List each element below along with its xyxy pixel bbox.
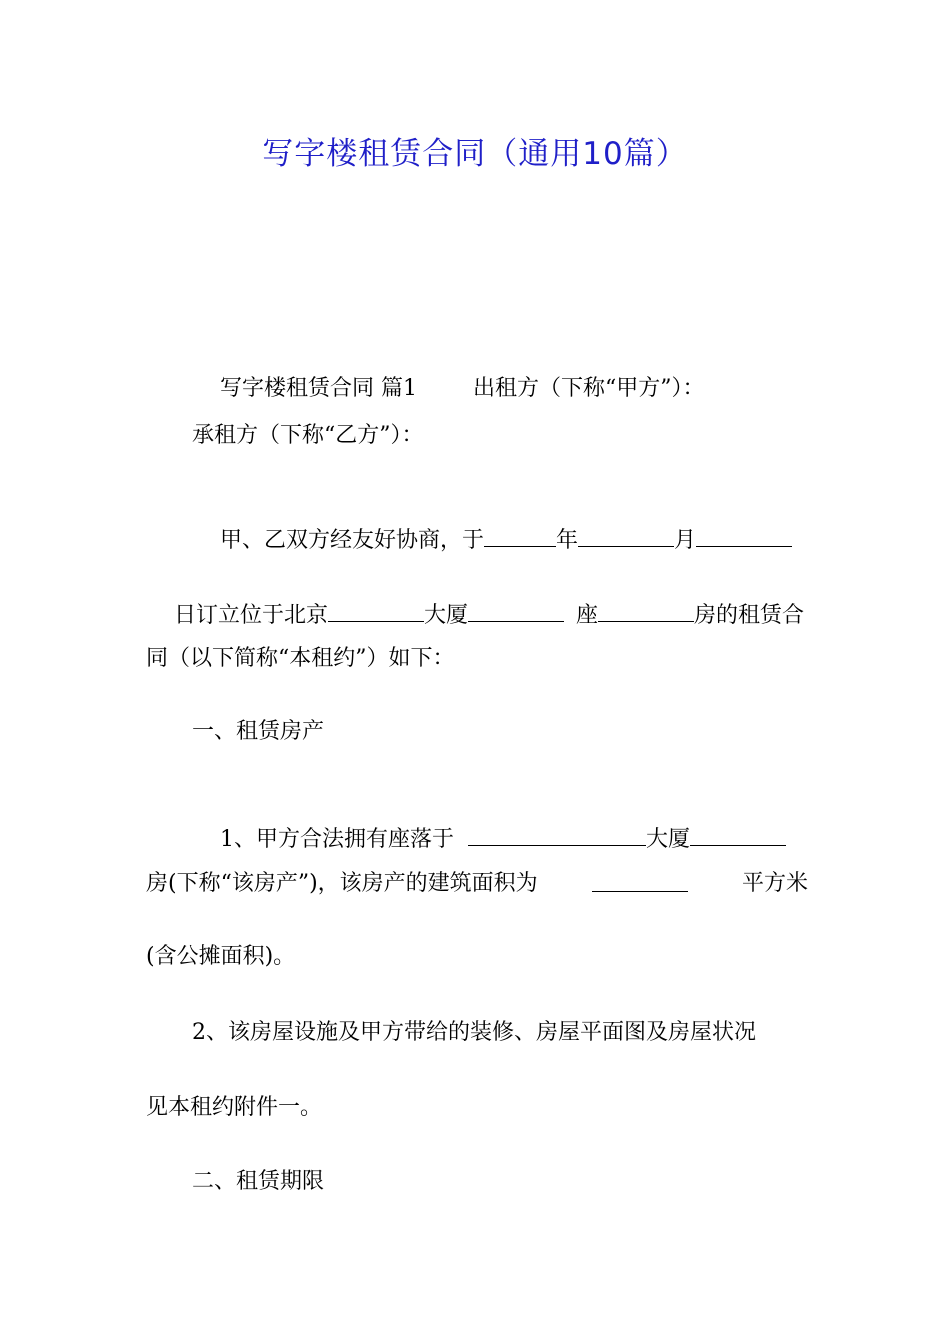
section-heading-2: 二、租赁期限 — [192, 1169, 325, 1194]
room-blank — [598, 599, 694, 622]
year-label: 年 — [556, 528, 579, 553]
area-text: 房(下称“该房产”)，该房产的建筑面积为 — [146, 871, 538, 896]
contract-abbrev-line: 同（以下简称“本租约”）如下： — [146, 646, 455, 671]
lessee-label: 承租方（下称“乙方”）： — [192, 423, 424, 448]
tower-blank — [468, 599, 564, 622]
area-blank — [592, 869, 688, 892]
attachment-line: 见本租约附件一。 — [146, 1095, 323, 1120]
address-blank — [468, 823, 646, 846]
contract-number-label: 写字楼租赁合同 篇1 — [219, 376, 417, 401]
tower-label: 座 — [576, 603, 599, 628]
month-label: 月 — [674, 528, 697, 553]
document-title: 写字楼租赁合同（通用10篇） — [262, 136, 688, 172]
area-line — [146, 869, 808, 899]
area-unit: 平方米 — [741, 871, 808, 896]
day-blank — [696, 524, 792, 547]
agreement-text: 甲、乙双方经友好协商，于 — [219, 528, 484, 553]
year-blank — [484, 524, 556, 547]
building-label-2: 大厦 — [645, 827, 690, 852]
lessor-label: 出租方（下称“甲方”）： — [472, 376, 705, 401]
facilities-line: 2、该房屋设施及甲方带给的装修、房屋平面图及房屋状况 — [192, 1020, 756, 1045]
building-room-blank — [690, 823, 786, 846]
month-blank — [578, 524, 674, 547]
location-text: 日订立位于北京 — [173, 603, 328, 628]
area-note: (含公摊面积)。 — [146, 944, 296, 969]
section-heading-1: 一、租赁房产 — [192, 719, 325, 744]
building-label: 大厦 — [424, 603, 469, 628]
property-text: 1、甲方合法拥有座落于 — [219, 827, 454, 852]
building-blank — [328, 599, 424, 622]
room-label: 房的租赁合 — [694, 603, 805, 628]
